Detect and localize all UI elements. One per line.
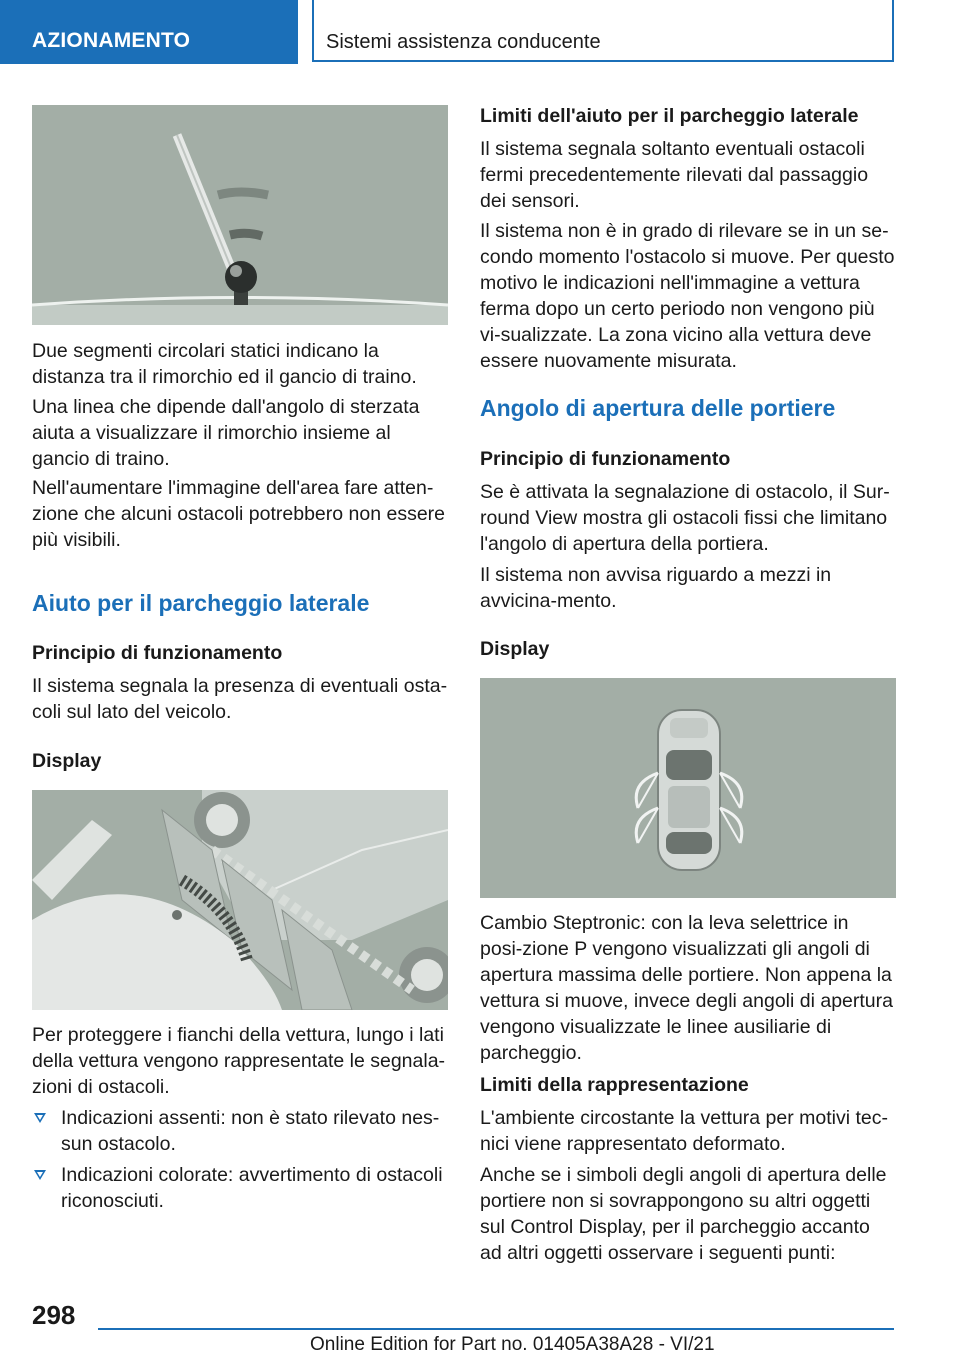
body-text: Nell'aumentare l'immagine dell'area fare atten-zione che alcuni ostacoli potrebbero non essere più visibili. xyxy=(32,477,446,551)
subheading: Limiti della rappresentazione xyxy=(480,1074,749,1096)
list-item-text: Indicazioni colorate: avvertimento di ostacoli riconosciuti. xyxy=(61,1164,443,1212)
side-parking-figure xyxy=(32,790,448,1010)
body-text: Il sistema non è in grado di rilevare se in un se-condo momento l'ostacolo si muove. Per questo motivo le indicazioni nell'immagine a vettura ferma dopo un certo periodo non vengono più vi-sualizzate. La zona vicino alla vettura deve essere nuovamente misurata. xyxy=(480,220,895,372)
body-text: Due segmenti circolari statici indicano la distanza tra il rimorchio ed il gancio di traino. xyxy=(32,340,417,388)
chapter-title: Sistemi assistenza conducente xyxy=(326,31,601,53)
door-opening-figure xyxy=(480,678,896,898)
chapter-tab xyxy=(312,0,894,62)
hitch-illustration xyxy=(32,105,448,325)
body-text: Cambio Steptronic: con la leva selettrice in posi-zione P vengono visualizzati gli angoli di apertura massima delle portiere. Non appena la vettura si muove, invece degli angoli di apertura vengono visualizzate le linee ausiliarie di parcheggio. xyxy=(480,912,893,1064)
side-parking-illustration xyxy=(32,790,448,1010)
edition-note: Online Edition for Part no. 01405A38A28 - VI/21 xyxy=(310,1334,715,1355)
list-item-text: Indicazioni assenti: non è stato rilevato nes-sun ostacolo. xyxy=(61,1107,440,1155)
subheading: Limiti dell'aiuto per il parcheggio laterale xyxy=(480,105,859,127)
subheading: Display xyxy=(32,750,102,772)
body-text: Se è attivata la segnalazione di ostacolo, il Sur-round View mostra gli ostacoli fissi che limitano l'angolo di apertura della portiera. xyxy=(480,481,890,555)
body-text: Il sistema segnala soltanto eventuali ostacoli fermi precedentemente rilevati dal passaggio dei sensori. xyxy=(480,138,869,212)
body-text: Il sistema non avvisa riguardo a mezzi in avvicina-mento. xyxy=(480,564,832,612)
section-tab xyxy=(0,0,298,64)
body-text: Per proteggere i fianchi della vettura, lungo i lati della vettura vengono rappresentate le segnala-zioni di ostacoli. xyxy=(32,1024,446,1098)
footer-rule xyxy=(98,1328,894,1330)
triangle-bullet-icon xyxy=(34,1170,46,1180)
trailer-hitch-figure xyxy=(32,105,448,325)
page-number: 298 xyxy=(32,1300,76,1330)
triangle-bullet-icon xyxy=(34,1113,46,1123)
body-text: Anche se i simboli degli angoli di apertura delle portiere non si sovrappongono su altri oggetti sul Control Display, per il parcheggio accanto ad altri oggetti osservare i seguenti punti: xyxy=(480,1164,887,1264)
section-title: AZIONAMENTO xyxy=(32,29,191,52)
subheading: Display xyxy=(480,638,550,660)
subheading: Principio di funzionamento xyxy=(480,448,731,470)
section-heading: Angolo di apertura delle portiere xyxy=(480,395,836,421)
section-heading: Aiuto per il parcheggio laterale xyxy=(32,590,370,616)
door-opening-illustration xyxy=(480,678,896,898)
body-text: Una linea che dipende dall'angolo di sterzata aiuta a visualizzare il rimorchio insieme al gancio di traino. xyxy=(32,396,420,470)
body-text: L'ambiente circostante la vettura per motivi tec-nici viene rappresentato deformato. xyxy=(480,1107,888,1155)
subheading: Principio di funzionamento xyxy=(32,642,283,664)
body-text: Il sistema segnala la presenza di eventuali osta-coli sul lato del veicolo. xyxy=(32,675,448,723)
